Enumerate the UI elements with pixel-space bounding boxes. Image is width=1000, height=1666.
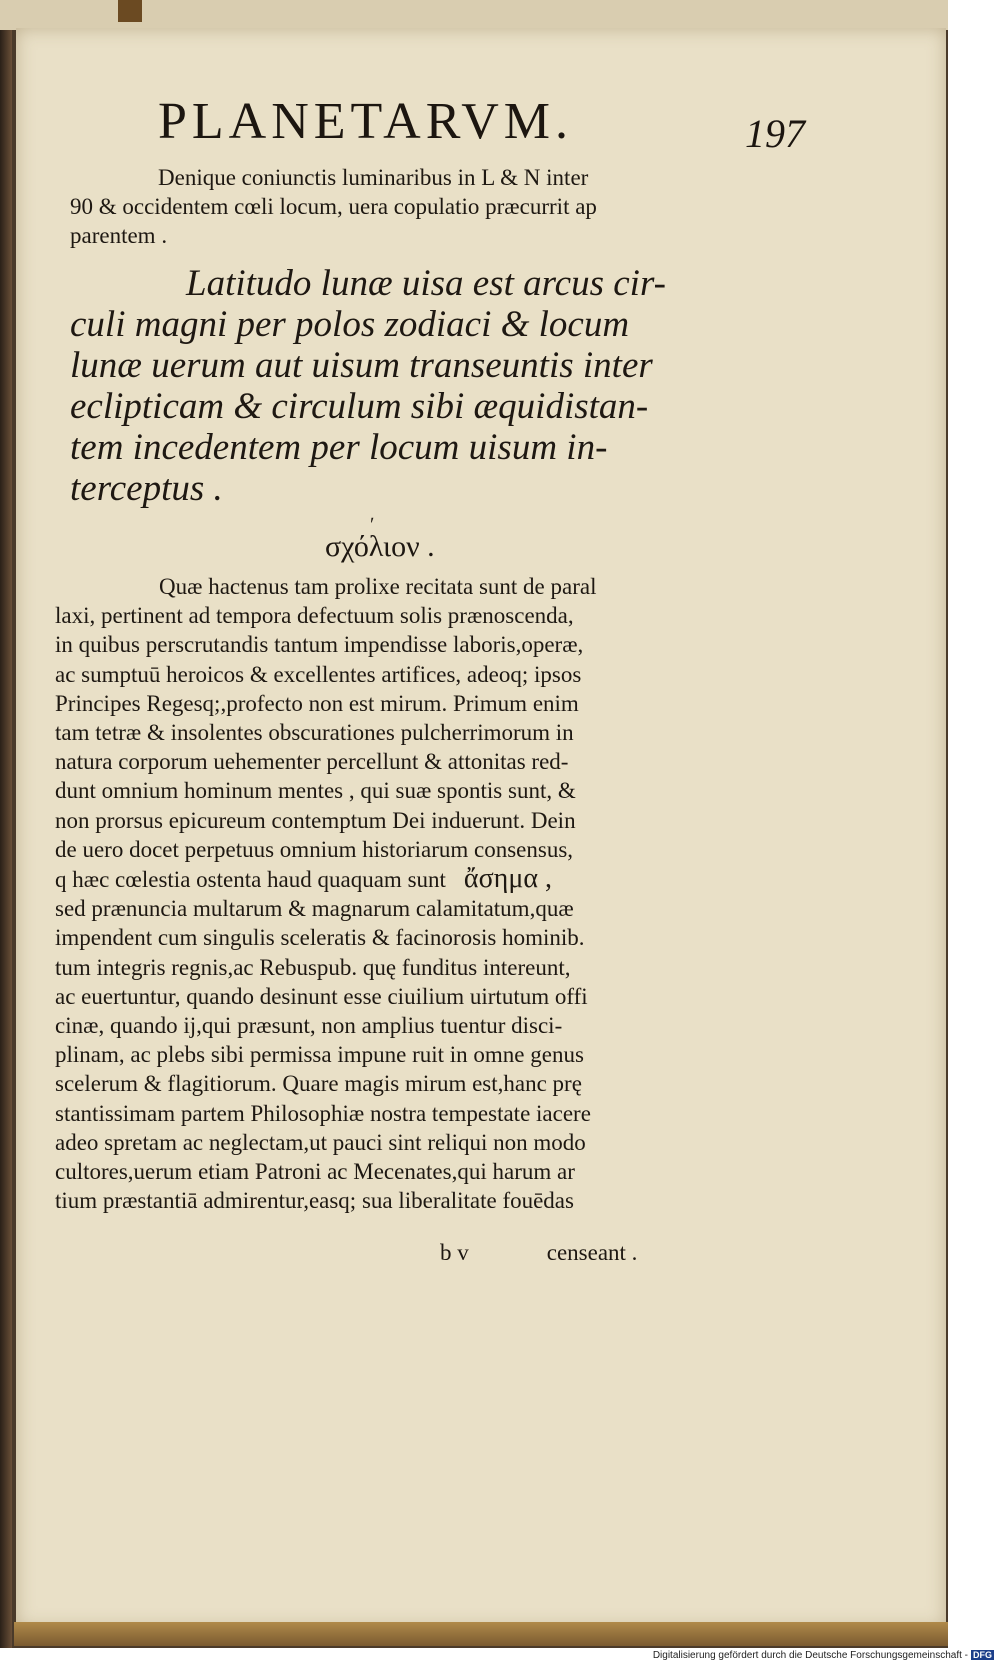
intro-line: Denique coniunctis luminaribus in L & N inter: [158, 165, 589, 190]
scholion-accent: ʹ: [370, 514, 375, 536]
intro-paragraph: [70, 163, 730, 250]
body-line-text: q hæc cœlestia ostenta haud quaquam sunt: [55, 867, 446, 893]
body-line: sed prænuncia multarum & magnarum calamitatum,quæ: [55, 896, 574, 922]
body-line: stantissimam partem Philosophiæ nostra tempestate iacere: [55, 1100, 591, 1126]
body-line: ac sumptuū heroicos & excellentes artifices, adeoq; ipsos: [55, 661, 582, 687]
body-line: de uero docet perpetuus omnium historiarum consensus,: [55, 836, 574, 862]
intro-line: 90 & occidentem cœli locum, uera copulatio præcurrit ap: [70, 194, 597, 219]
scan-margin: [948, 0, 1000, 1648]
page-top-edge: [0, 0, 948, 30]
body-line: natura corporum uehementer percellunt & attonitas red-: [55, 749, 569, 775]
thesis-line: culi magni per polos zodiaci & locum: [70, 304, 630, 345]
signature-mark: b v: [440, 1240, 469, 1265]
page-bottom-edge: [14, 1622, 948, 1646]
bookmark-tab: [118, 0, 142, 22]
thesis-line: terceptus .: [70, 468, 223, 509]
greek-word: ἄσημα ,: [463, 863, 553, 895]
dfg-logo: DFG: [973, 1650, 992, 1660]
body-paragraph: [55, 572, 731, 1215]
body-line: tium præstantiā admirentur,easq; sua liberalitate fouēdas: [55, 1188, 574, 1214]
catchword: censeant .: [546, 1240, 638, 1265]
body-line: Quæ hactenus tam prolixe recitata sunt de paral: [159, 574, 597, 599]
body-line: cinæ, quando ij,qui præsunt, non amplius tuentur disci-: [55, 1013, 563, 1039]
thesis-line: eclipticam & circulum sibi æquidistan-: [70, 386, 649, 427]
body-line: cultores,uerum etiam Patroni ac Mecenates,qui harum ar: [55, 1159, 575, 1185]
body-line-with-greek: [55, 864, 731, 894]
body-line: laxi, pertinent ad tempora defectuum solis prænoscenda,: [55, 603, 574, 629]
body-line: impendent cum singulis sceleratis & facinorosis hominib.: [55, 925, 585, 951]
body-line: Principes Regesq;,profecto non est mirum. Primum enim: [55, 690, 579, 716]
body-line: scelerum & flagitiorum. Quare magis mirum est,hanc prę: [55, 1071, 582, 1097]
credit-text: Digitalisierung gefördert durch die Deutsche Forschungsgemeinschaft -: [652, 1650, 968, 1661]
body-line: tum integris regnis,ac Rebuspub. quę funditus intereunt,: [55, 954, 571, 980]
page-number: 197: [745, 111, 805, 156]
body-line: adeo spretam ac neglectam,ut pauci sint reliqui non modo: [55, 1129, 586, 1155]
body-line: non prorsus epicureum contemptum Dei induerunt. Dein: [55, 807, 576, 833]
scholion-text: σχόλιον .: [325, 530, 435, 563]
thesis-line: lunæ uerum aut uisum transeuntis inter: [70, 345, 653, 386]
body-line: plinam, ac plebs sibi permissa impune ruit in omne genus: [55, 1042, 584, 1068]
digitization-credit: [653, 1650, 994, 1661]
scholion-heading: [325, 514, 435, 564]
thesis-line: Latitudo lunæ uisa est arcus cir-: [186, 263, 666, 304]
running-head: PLANETARVM.: [158, 93, 574, 150]
catchline: [440, 1240, 637, 1266]
body-line: tam tetræ & insolentes obscurationes pulcherrimorum in: [55, 720, 574, 746]
thesis-paragraph: [70, 263, 730, 509]
intro-line: parentem .: [70, 223, 168, 248]
binding-edge: [0, 0, 12, 1648]
body-line: dunt omnium hominum mentes , qui suæ spontis sunt, &: [55, 778, 576, 804]
thesis-line: tem incedentem per locum uisum in-: [70, 427, 608, 468]
body-line: in quibus perscrutandis tantum impendisse laboris,operæ,: [55, 632, 584, 658]
body-line: ac euertuntur, quando desinunt esse ciuilium uirtutum offi: [55, 983, 588, 1009]
